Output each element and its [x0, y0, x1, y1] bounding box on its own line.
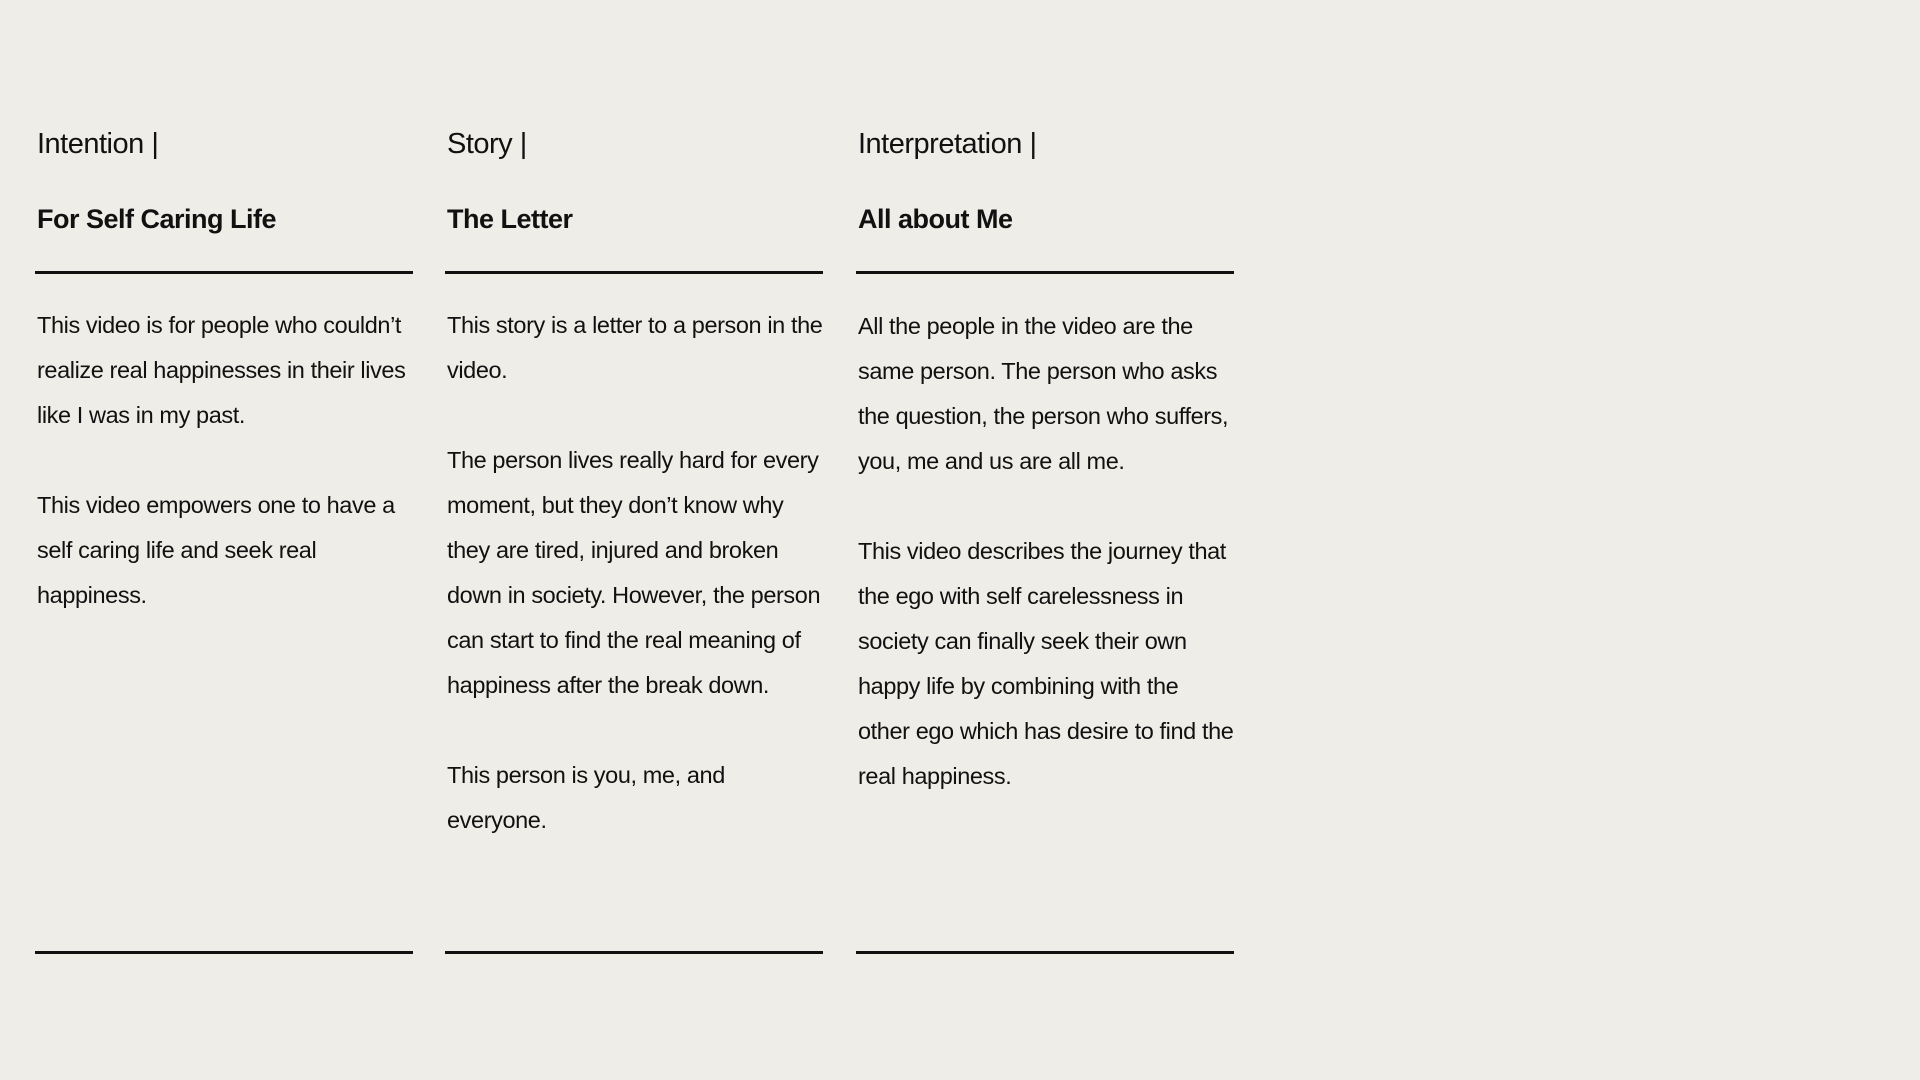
body-paragraph: This person is you, me, and everyone. [447, 762, 725, 833]
story-column [445, 0, 825, 1080]
body-paragraph: The person lives really hard for every moment, but they don’t know why they are tired, injured and broken down in society. However, the person can start to find the real meaning of happiness after the break down. [447, 447, 821, 698]
section-body [447, 303, 823, 843]
top-divider [856, 271, 1234, 274]
body-paragraph: This video empowers one to have a self caring life and seek real happiness. [37, 492, 395, 608]
section-label: Interpretation | [858, 128, 1037, 160]
section-body [37, 303, 413, 618]
body-paragraph: This story is a letter to a person in the video. [447, 312, 823, 383]
section-body [858, 304, 1234, 799]
body-paragraph: This video is for people who couldn’t realize real happinesses in their lives like I was in my past. [37, 312, 406, 428]
bottom-divider [856, 951, 1234, 954]
section-title: The Letter [447, 204, 573, 234]
section-title: All about Me [858, 204, 1013, 234]
section-title: For Self Caring Life [37, 204, 277, 234]
section-label: Intention | [37, 128, 159, 160]
top-divider [445, 271, 823, 274]
top-divider [35, 271, 413, 274]
section-label: Story | [447, 128, 527, 160]
interpretation-column [856, 0, 1236, 1080]
bottom-divider [445, 951, 823, 954]
body-paragraph: All the people in the video are the same person. The person who asks the question, the person who suffers, you, me and us are all me. [858, 313, 1229, 474]
intention-column [35, 0, 415, 1080]
bottom-divider [35, 951, 413, 954]
body-paragraph: This video describes the journey that the ego with self carelessness in society can finally seek their own happy life by combining with the other ego which has desire to find the real happiness. [858, 538, 1234, 789]
